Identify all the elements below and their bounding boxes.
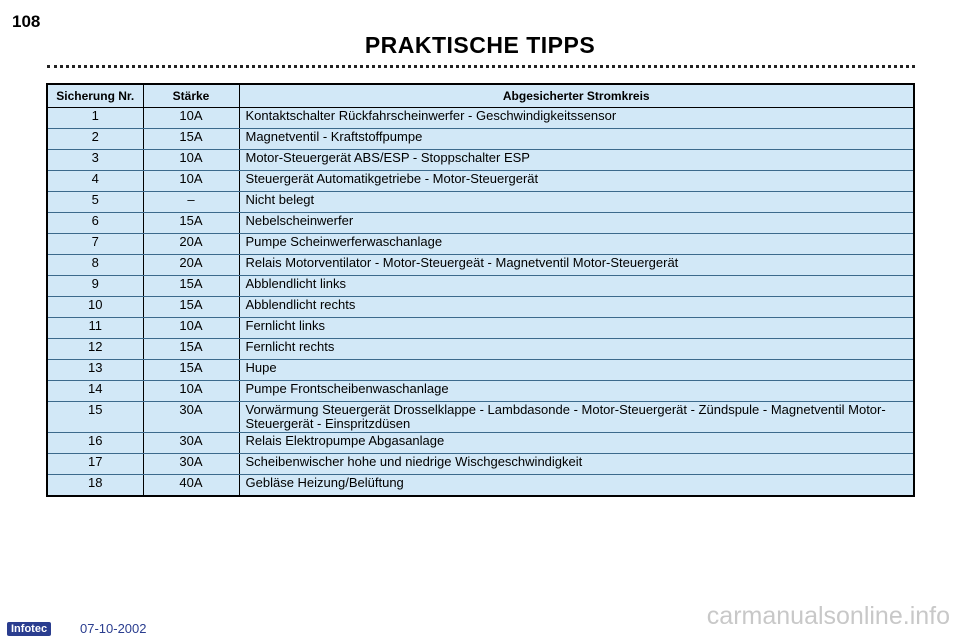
fuse-circuit-cell: Vorwärmung Steuergerät Drosselklappe - Lambdasonde - Motor-Steuergerät - Zündspule - Magnetventil Motor-Steuergerät - Einspritzdüsen: [239, 402, 914, 433]
fuse-rating-cell: 20A: [143, 234, 239, 255]
fuse-number-cell: 15: [47, 402, 143, 433]
fuse-number-cell: 7: [47, 234, 143, 255]
table-row: [47, 192, 914, 213]
fuse-rating-cell: 15A: [143, 297, 239, 318]
dotted-divider: [47, 65, 915, 68]
fuse-number-cell: 13: [47, 360, 143, 381]
fuse-rating-cell: 10A: [143, 171, 239, 192]
fuse-circuit-cell: Relais Motorventilator - Motor-Steuergeät - Magnetventil Motor-Steuergerät: [239, 255, 914, 276]
fuse-circuit-cell: Gebläse Heizung/Belüftung: [245, 475, 404, 490]
fuse-rating-cell: 20A: [143, 255, 239, 276]
fuse-circuit-cell: Pumpe Scheinwerferwaschanlage: [239, 234, 914, 255]
fuse-number-cell: 12: [47, 339, 143, 360]
fuse-rating-cell: 15A: [143, 129, 239, 150]
fuse-rating-cell: 10A: [143, 150, 239, 171]
fuse-rating-cell: 30A: [143, 454, 239, 475]
fuse-circuit-cell: Kontaktschalter Rückfahrscheinwerfer - Geschwindigkeitssensor: [239, 108, 914, 129]
fuse-rating-cell: 10A: [143, 108, 239, 129]
fuse-table: [46, 83, 915, 497]
table-row: [47, 255, 914, 276]
fuse-number-cell: 4: [47, 171, 143, 192]
fuse-number-cell: 11: [47, 318, 143, 339]
fuse-rating-cell: 10A: [143, 318, 239, 339]
fuse-rating-cell: 15A: [143, 339, 239, 360]
table-row: [47, 213, 914, 234]
fuse-rating-cell: 30A: [143, 402, 239, 433]
fuse-circuit-cell: Fernlicht rechts: [239, 339, 914, 360]
fuse-number-cell: 14: [47, 381, 143, 402]
fuse-circuit-cell: Hupe: [239, 360, 914, 381]
table-row: [47, 171, 914, 192]
table-row: [47, 339, 914, 360]
fuse-number-cell: 9: [47, 276, 143, 297]
table-row: [47, 475, 914, 497]
table-row: [47, 433, 914, 454]
fuse-number-cell: 17: [47, 454, 143, 475]
fuse-rating-cell: 15A: [143, 276, 239, 297]
header-fuse-number: Sicherung Nr.: [47, 84, 143, 108]
table-row: [47, 129, 914, 150]
fuse-circuit-cell: Relais Elektropumpe Abgasanlage: [239, 433, 914, 454]
table-row: [47, 381, 914, 402]
fuse-circuit-cell: Magnetventil - Kraftstoffpumpe: [239, 129, 914, 150]
fuse-circuit-cell: Fernlicht links: [239, 318, 914, 339]
fuse-rating-cell: –: [143, 192, 239, 213]
fuse-number-cell: 18: [47, 475, 143, 497]
fuse-rating-cell: 10A: [143, 381, 239, 402]
fuse-number-cell: 10: [47, 297, 143, 318]
header-circuit: Abgesicherter Stromkreis: [239, 84, 914, 108]
table-header-row: [47, 84, 914, 108]
fuse-circuit-cell: Nicht belegt: [239, 192, 914, 213]
fuse-circuit-cell: Scheibenwischer hohe und niedrige Wischgeschwindigkeit: [239, 454, 914, 475]
fuse-circuit-cell: Motor-Steuergerät ABS/ESP - Stoppschalter ESP: [239, 150, 914, 171]
table-row: [47, 402, 914, 433]
table-row: [47, 276, 914, 297]
fuse-number-cell: 1: [47, 108, 143, 129]
fuse-number-cell: 5: [47, 192, 143, 213]
fuse-circuit-cell: Pumpe Frontscheibenwaschanlage: [239, 381, 914, 402]
fuse-circuit-cell: Steuergerät Automatikgetriebe - Motor-Steuergerät: [239, 171, 914, 192]
fuse-circuit-cell: Abblendlicht rechts: [239, 297, 914, 318]
table-row: [47, 108, 914, 129]
table-row: [47, 234, 914, 255]
fuse-rating-cell: 30A: [143, 433, 239, 454]
table-row: [47, 454, 914, 475]
table-row: [47, 297, 914, 318]
footer-date: 07-10-2002: [80, 621, 147, 636]
fuse-circuit-cell: Nebelscheinwerfer: [239, 213, 914, 234]
table-row: [47, 318, 914, 339]
table-row: [47, 360, 914, 381]
fuse-circuit-cell: Abblendlicht links: [239, 276, 914, 297]
fuse-number-cell: 3: [47, 150, 143, 171]
fuse-rating-cell: 15A: [143, 360, 239, 381]
fuse-rating-cell: 15A: [143, 213, 239, 234]
fuse-rating-cell: 40A: [143, 475, 239, 497]
table-row: [47, 150, 914, 171]
page-title: PRAKTISCHE TIPPS: [364, 32, 596, 58]
infotec-badge: Infotec: [7, 622, 51, 636]
header-rating: Stärke: [143, 84, 239, 108]
fuse-number-cell: 6: [47, 213, 143, 234]
fuse-number-cell: 2: [47, 129, 143, 150]
page-number: 108: [12, 12, 41, 31]
fuse-number-cell: 8: [47, 255, 143, 276]
watermark: carmanualsonline.info: [706, 602, 950, 630]
fuse-number-cell: 16: [47, 433, 143, 454]
